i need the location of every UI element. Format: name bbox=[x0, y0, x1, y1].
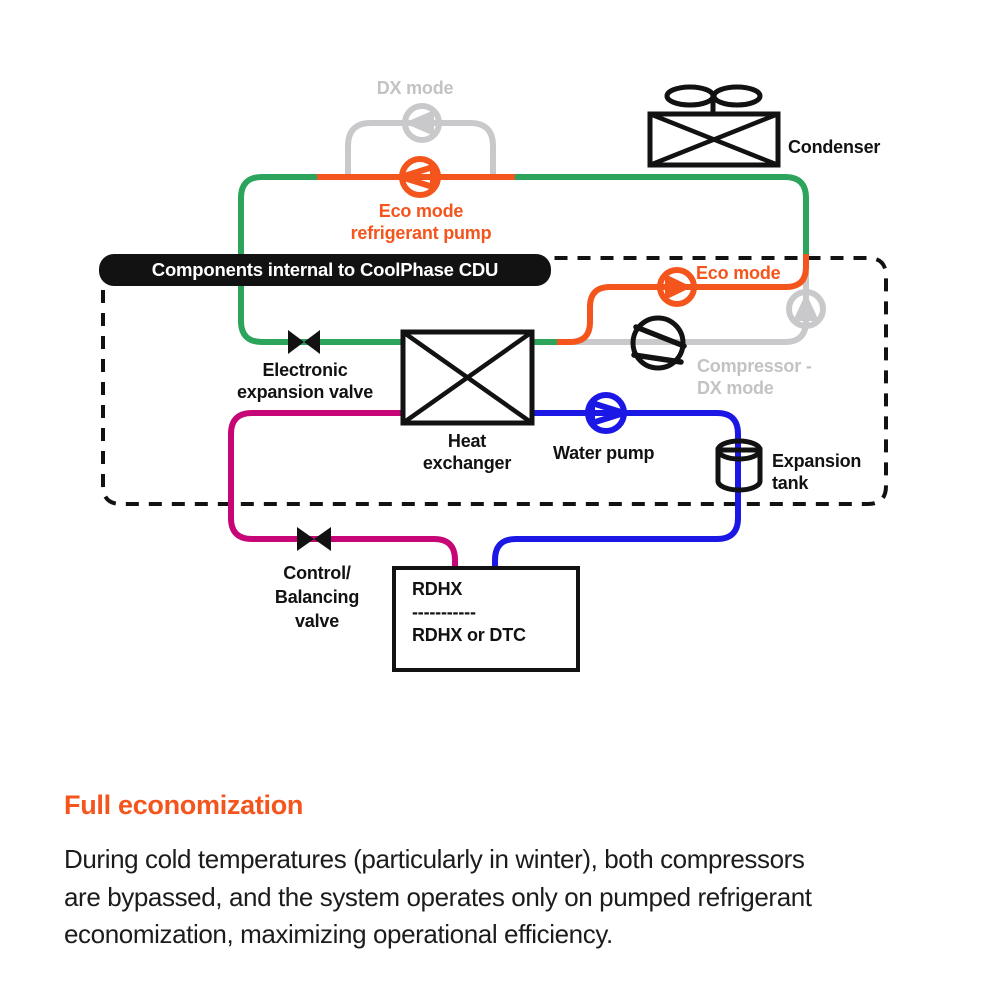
caption-title: Full economization bbox=[64, 790, 304, 820]
cdu-pill-label: Components internal to CoolPhase CDU bbox=[99, 254, 551, 286]
dx-mode-top-label: DX mode bbox=[376, 78, 454, 98]
rdhx-line2: RDHX or DTC bbox=[412, 625, 526, 645]
rdhx-divider: ----------- bbox=[412, 602, 476, 622]
compressor-dx-label: Compressor - DX mode bbox=[697, 356, 812, 398]
water-pump-label: Water pump bbox=[553, 443, 655, 463]
dx-pump-icon bbox=[404, 106, 439, 140]
condenser-label: Condenser bbox=[788, 137, 881, 157]
electronic-expansion-valve-label: Electronic expansion valve bbox=[236, 360, 374, 402]
eco-mode-pump-icon bbox=[660, 270, 694, 304]
heat-exchanger-label: Heat exchanger bbox=[422, 431, 512, 473]
condenser-icon bbox=[650, 87, 778, 165]
rdhx-line1: RDHX bbox=[412, 579, 463, 599]
eco-mode-label: Eco mode bbox=[696, 263, 781, 283]
control-balancing-valve-icon bbox=[297, 527, 331, 551]
eco-refrigerant-pump-label: Eco mode refrigerant pump bbox=[350, 201, 492, 243]
electronic-expansion-valve-icon bbox=[288, 330, 320, 354]
caption bbox=[64, 790, 964, 954]
expansion-tank-label: Expansion tank bbox=[772, 451, 862, 493]
caption-body: During cold temperatures (particularly in winter), both compressors are bypassed, and the system operates only on pumped refrigerant economization, maximizing operational efficiency. bbox=[64, 844, 812, 949]
heat-exchanger-icon bbox=[403, 332, 532, 423]
control-balancing-valve-label: Control/ Balancing valve bbox=[274, 563, 360, 631]
rdhx-box bbox=[392, 566, 580, 672]
dx-mode-pump-right-icon bbox=[789, 292, 823, 326]
